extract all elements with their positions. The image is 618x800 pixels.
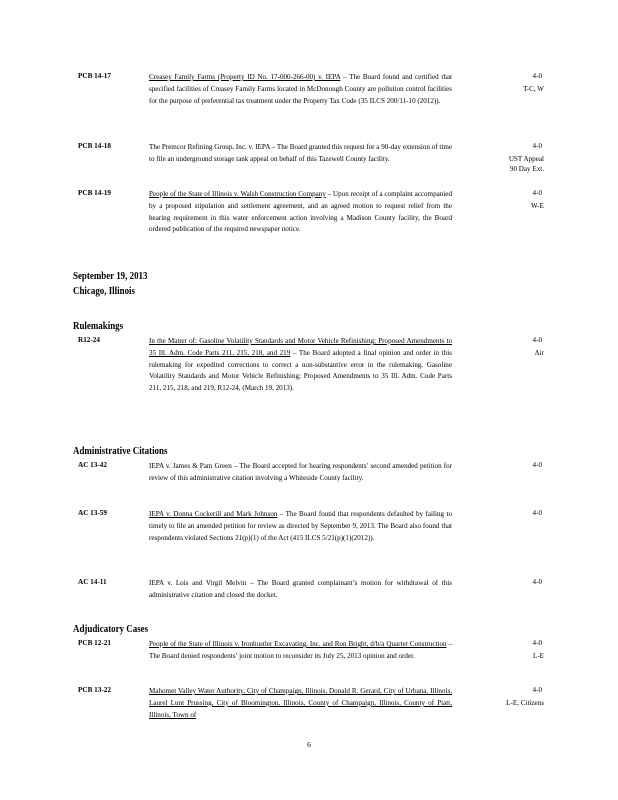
- case-text: – The Board adopted a final opinion and order in this rulemaking for expedited corrections to correct a non-substantive error in the rulemaking. Gasoline Volatility Standards and Motor Vehicle Refinishing; Proposed Amendments to 35 Ill. Adm. Code Parts 211, 215, 218, and 219, R12-24, (March 19, 2013).: [149, 348, 452, 393]
- vote: 4-0: [532, 336, 542, 344]
- docket-number: PCB 14-19: [78, 189, 111, 197]
- vote: 4-0: [532, 461, 542, 469]
- docket-number: PCB 14-17: [78, 72, 111, 80]
- case-description: IEPA v. Lois and Virgil Melvin – The Board granted complainant’s motion for withdrawal of this administrative citation and closed the docket.: [149, 579, 452, 599]
- case-title: People of the State of Illinois v. Walsh Construction Company: [149, 190, 326, 198]
- docket-number: AC 13-42: [78, 461, 107, 469]
- case-description: [149, 189, 452, 236]
- vote: 4-0: [532, 639, 542, 647]
- vote: 4-0: [532, 686, 542, 694]
- vote: 4-0: [532, 189, 542, 197]
- case-description: [149, 686, 452, 721]
- vote: 4-0: [532, 578, 542, 586]
- case-type: UST Appeal 90 Day Ext.: [508, 155, 544, 173]
- section-heading-adjudicatory-cases: Adjudicatory Cases: [73, 624, 149, 635]
- case-text: – The Board denied respondents’ joint motion to reconsider its July 25, 2013 opinion and order.: [149, 640, 452, 660]
- case-description: [149, 336, 452, 395]
- case-type: L-E, Citizens: [506, 699, 544, 707]
- case-title: Mahomet Valley Water Authority, City of Champaign, Illinois, Donald R. Gerard, City of Urbana, Illinois, Laurel Lunt Prussing, City of Bloomington, Illinois, County of Champaign, Illinois, County of Piatt, Illinois, Town of: [149, 687, 452, 719]
- case-title: Creasey Family Farms (Property ID No. 17-000-266-00) v. IEPA: [149, 73, 341, 81]
- case-title: In the Matter of: Gasoline Volatility Standards and Motor Vehicle Refinishing; Proposed Amendments to 35 Ill. Adm. Code Parts 211, 215, 218, and 219: [149, 337, 452, 357]
- case-text: – The Board found and certified that specified facilities of Creasey Family Farms located in McDonough County are pollution control facilities for the purpose of preferential tax treatment under the Property Tax Code (35 ILCS 200/11-10 (2012)).: [149, 73, 452, 105]
- case-type: W-E: [531, 202, 544, 210]
- docket-number: PCB 12-21: [78, 639, 111, 647]
- meeting-place: Chicago, Illinois: [73, 286, 135, 297]
- meeting-date: September 19, 2013: [73, 271, 148, 282]
- docket-number: AC 14-11: [78, 578, 107, 586]
- case-description: [149, 509, 452, 544]
- docket-number: R12-24: [78, 336, 100, 344]
- case-description: [149, 142, 452, 166]
- vote: 4-0: [532, 142, 542, 150]
- case-description: [149, 639, 452, 663]
- case-description: [149, 72, 452, 107]
- case-title: IEPA v. Donna Cockerill and Mark Johnson: [149, 510, 278, 518]
- case-description: IEPA v. James & Pam Green – The Board accepted for hearing respondents’ second amended petition for review of this administrative citation involving a Whiteside County facility.: [149, 462, 452, 482]
- section-heading-administrative-citations: Administrative Citations: [73, 446, 168, 457]
- docket-number: PCB 14-18: [78, 142, 111, 150]
- vote: 4-0: [532, 509, 542, 517]
- case-type: L-E: [532, 652, 544, 660]
- case-text: – The Board found that respondents defaulted by failing to timely to file an amended petition for review as directed by September 9, 2013. The Board also found that respondents violated Sections 21(p)(1) of the Act (415 ILCS 5/21(p)(1)(2012)).: [149, 510, 452, 542]
- case-type: T-C, W: [523, 85, 544, 93]
- docket-number: PCB 13-22: [78, 686, 111, 694]
- vote: 4-0: [532, 72, 542, 80]
- section-heading-rulemakings: Rulemakings: [73, 321, 124, 332]
- case-title: People of the State of Illinois v. Ironhustler Excavating, Inc. and Ron Bright, d/b/a Quarter Construction: [149, 640, 447, 648]
- case-text: – Upon receipt of a complaint accompanied by a proposed stipulation and settlement agreement, and an agreed motion to request relief from the hearing requirement in this water enforcement action involving a Madison County facility, the Board ordered publication of the required newspaper notice.: [149, 190, 452, 234]
- case-text: The Premcor Refining Group, Inc. v. IEPA – The Board granted this request for a 90-day extension of time to file an underground storage tank appeal on behalf of this Tazewell County facility.: [149, 143, 452, 163]
- case-type: Air: [534, 349, 544, 357]
- docket-number: AC 13-59: [78, 509, 107, 517]
- page-number: 6: [307, 740, 311, 749]
